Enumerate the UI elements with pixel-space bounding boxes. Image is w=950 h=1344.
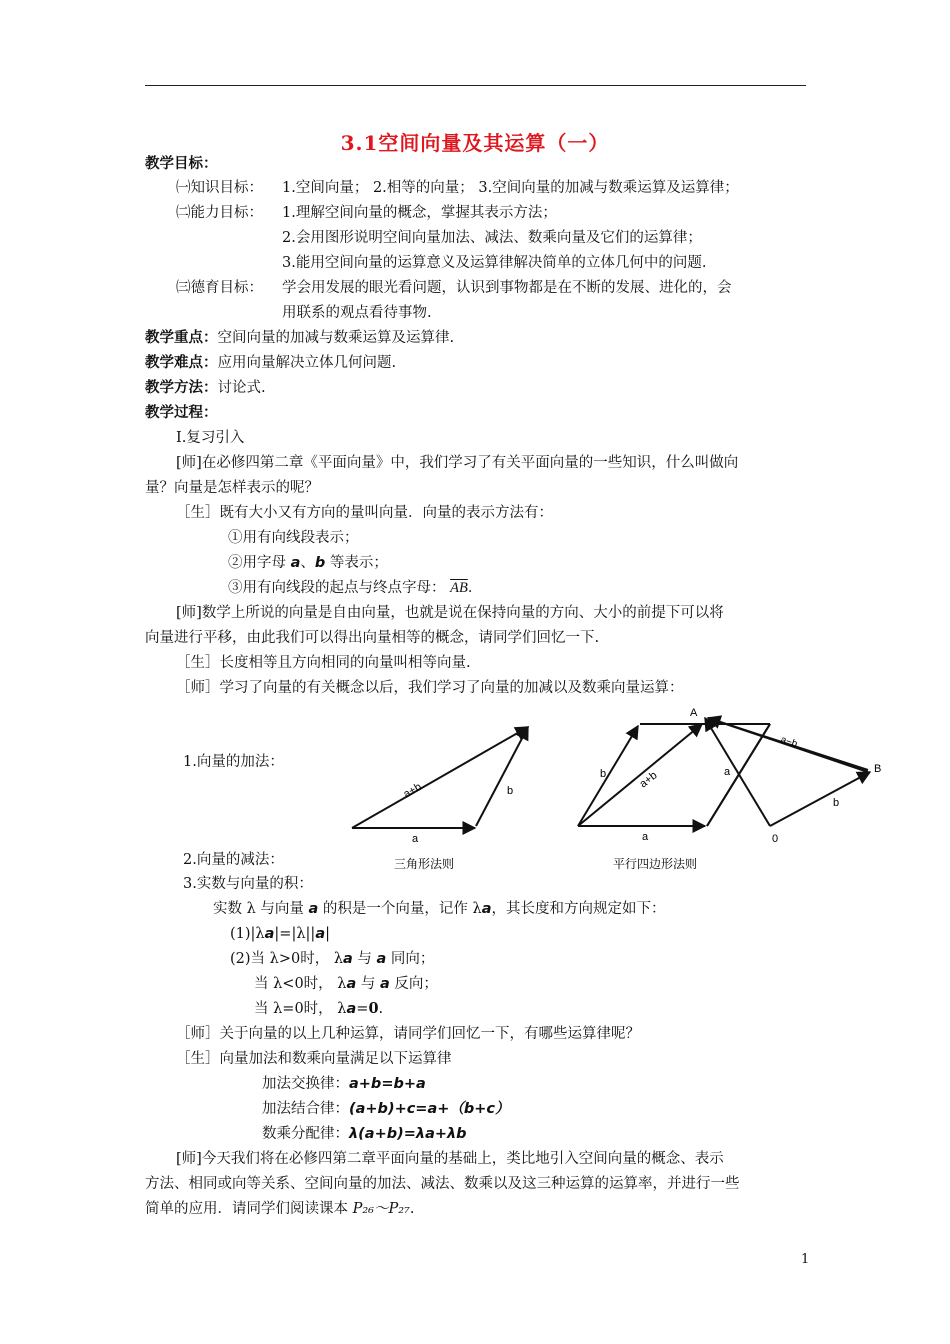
difficulty-text: 应用向量解决立体几何问题.: [217, 355, 397, 371]
r4-b: a: [346, 1001, 357, 1017]
scalar-definition: [213, 899, 666, 919]
r1-e: |: [325, 926, 330, 942]
law1-label: 加法交换律：: [262, 1076, 349, 1092]
teacher-line-1a: [师]在必修四第二章《平面向量》中，我们学习了有关平面向量的一些知识，什么叫做向: [176, 455, 739, 471]
student-line-4: ［生］向量加法和数乘向量满足以下运算律: [176, 1051, 452, 1067]
knowledge-text: 1.空间向量； 2.相等的向量； 3.空间向量的加减与数乘运算及运算律；: [282, 180, 739, 196]
teacher-line-4: ［师］关于向量的以上几种运算，请同学们回忆一下，有哪些运算律呢？: [176, 1026, 640, 1042]
page-range: P₂₆～P₂₇: [352, 1201, 410, 1217]
key-label: 教学重点：: [145, 329, 218, 346]
law-commutative: [262, 1074, 426, 1094]
para-label-b: b: [600, 768, 607, 780]
vector-OB: [770, 772, 870, 826]
student-line-2: ［生］长度相等且方向相同的向量叫相等向量.: [176, 655, 471, 671]
r2-e: 同向；: [386, 951, 435, 967]
law2-formula: (a+b)+c=a+（b+c）: [349, 1101, 510, 1117]
ability-1: 1.理解空间向量的概念，掌握其表示方法；: [282, 205, 557, 221]
process-label: 教学过程：: [145, 404, 218, 421]
point-A: A: [690, 707, 698, 719]
r1-c: |=|λ||: [274, 926, 316, 942]
item2-text-a: ②用字母: [228, 555, 291, 571]
ability-3: 3.能用空间向量的运算意义及运算律解决简单的立体几何中的问题.: [282, 255, 707, 271]
t5-end: .: [409, 1201, 415, 1217]
law-associative: [262, 1099, 510, 1119]
r2-a: (2)当 λ>0时， λ: [230, 951, 344, 967]
key-text: 空间向量的加减与数乘运算及运算律.: [217, 330, 455, 346]
para-vector-sum: [578, 724, 702, 826]
teacher-line-2b: 向量进行平移，由此我们可以得出向量相等的概念，请同学们回忆一下.: [145, 630, 600, 646]
def-text-a: 实数 λ 与向量: [213, 901, 309, 917]
def-var-a2: a: [481, 901, 492, 917]
item2-text-e: 等表示；: [325, 555, 388, 571]
r3-b: a: [346, 976, 357, 992]
moral-1: 学会用发展的眼光看问题，认识到事物都是在不断的发展、进化的，会: [282, 280, 732, 296]
moral-2: 用联系的观点看待事物.: [282, 305, 432, 321]
law3-formula: λ(a+b)=λa+λb: [349, 1126, 467, 1142]
teacher-line-5b: 方法、相同或向等关系、空间向量的加法、减法、数乘以及这三种运算的运算率，并进行一些: [145, 1176, 740, 1192]
r3-c: 与: [356, 976, 380, 992]
tri-label-a: a: [412, 833, 419, 845]
r1-a: (1)|λ: [230, 926, 265, 942]
teacher-line-5c: [145, 1199, 414, 1219]
para-label-ab: a+b: [637, 769, 660, 791]
r1-b: a: [264, 926, 275, 942]
r4-e: .: [378, 1001, 384, 1017]
r4-c: =: [356, 1001, 369, 1017]
page-number: 1: [801, 1252, 810, 1267]
moral-label: ㈢德育目标：: [176, 280, 263, 296]
r4-a: 当 λ=0时， λ: [254, 1001, 347, 1017]
teacher-line-5a: [师]今天我们将在必修四第二章平面向量的基础上，类比地引入空间向量的概念、表示: [176, 1151, 724, 1167]
rule-3: [254, 974, 438, 994]
ability-label: ㈡能力目标：: [176, 205, 263, 221]
page-title: 3.1空间向量及其运算（一）: [340, 131, 610, 155]
r1-d: a: [315, 926, 326, 942]
scalar-mult-label: 3.实数与向量的积：: [183, 876, 313, 892]
para-vector-b: [578, 726, 638, 826]
para-label-b-ob: b: [833, 797, 840, 809]
triangle-rule-diagram: [352, 727, 528, 828]
rule-4: [254, 999, 383, 1019]
teacher-line-1b: 量？向量是怎样表示的呢？: [145, 480, 319, 496]
law-distributive: [262, 1124, 467, 1144]
t5c-text: 简单的应用．请同学们阅读课本: [145, 1201, 353, 1217]
label-a-minus-b: a−b: [779, 734, 799, 751]
student-line-1: ［生］既有大小又有方向的量叫向量．向量的表示方法有：: [176, 505, 553, 521]
para-label-a-side: a: [724, 766, 731, 778]
r3-d: a: [380, 976, 390, 992]
review-heading: Ⅰ.复习引入: [176, 430, 245, 446]
point-B: B: [874, 763, 882, 775]
r2-c: 与: [352, 951, 377, 967]
item3-text: ③用有向线段的起点与终点字母：: [228, 580, 446, 596]
para-label-a: a: [642, 831, 649, 843]
item3-end: ．: [467, 580, 483, 596]
point-O: 0: [772, 833, 779, 845]
def-text-e: ，其长度和方向规定如下：: [491, 901, 666, 917]
tri-label-ab: a+b: [401, 780, 424, 801]
teacher-line-3: ［师］学习了向量的有关概念以后，我们学习了向量的加减以及数乘向量运算：: [176, 680, 684, 696]
parallelogram-caption: 平行四边形法则: [612, 857, 698, 871]
def-var-a: a: [308, 901, 319, 917]
law2-label: 加法结合律：: [262, 1101, 349, 1117]
triangle-caption: 三角形法则: [393, 857, 455, 871]
method-label: 教学方法：: [145, 379, 218, 396]
tri-label-b: b: [507, 785, 514, 797]
addition-label: 1.向量的加法：: [183, 754, 284, 770]
r2-d: a: [376, 951, 387, 967]
item2-text-c: 、: [300, 555, 315, 571]
item2-var-a: a: [290, 555, 301, 571]
rule-2: [230, 949, 434, 969]
vector-ab: $\overline{AB}$: [450, 580, 468, 596]
teacher-line-2a: [师]数学上所说的向量是自由向量，也就是说在保持向量的方向、大小的前提下可以将: [176, 605, 724, 621]
r4-d: 0: [368, 1000, 379, 1017]
law3-label: 数乘分配律：: [262, 1126, 349, 1142]
item2-var-b: b: [314, 555, 326, 571]
knowledge-label: ㈠知识目标：: [176, 180, 263, 196]
r3-a: 当 λ<0时， λ: [254, 976, 347, 992]
def-text-c: 的积是一个向量，记作 λ: [318, 901, 482, 917]
r3-e: 反向；: [389, 976, 438, 992]
ability-2: 2.会用图形说明空间向量加法、减法、数乘向量及它们的运算律；: [282, 230, 702, 246]
law1-formula: a+b=b+a: [349, 1076, 426, 1092]
difficulty-label: 教学难点：: [145, 354, 218, 371]
student-item-1: ①用有向线段表示；: [228, 530, 359, 546]
subtraction-label: 2.向量的减法：: [183, 852, 284, 868]
rule-1: [230, 924, 330, 944]
r2-b: a: [343, 951, 353, 967]
method-text: 讨论式.: [217, 380, 266, 396]
objectives-heading: 教学目标：: [145, 155, 218, 172]
